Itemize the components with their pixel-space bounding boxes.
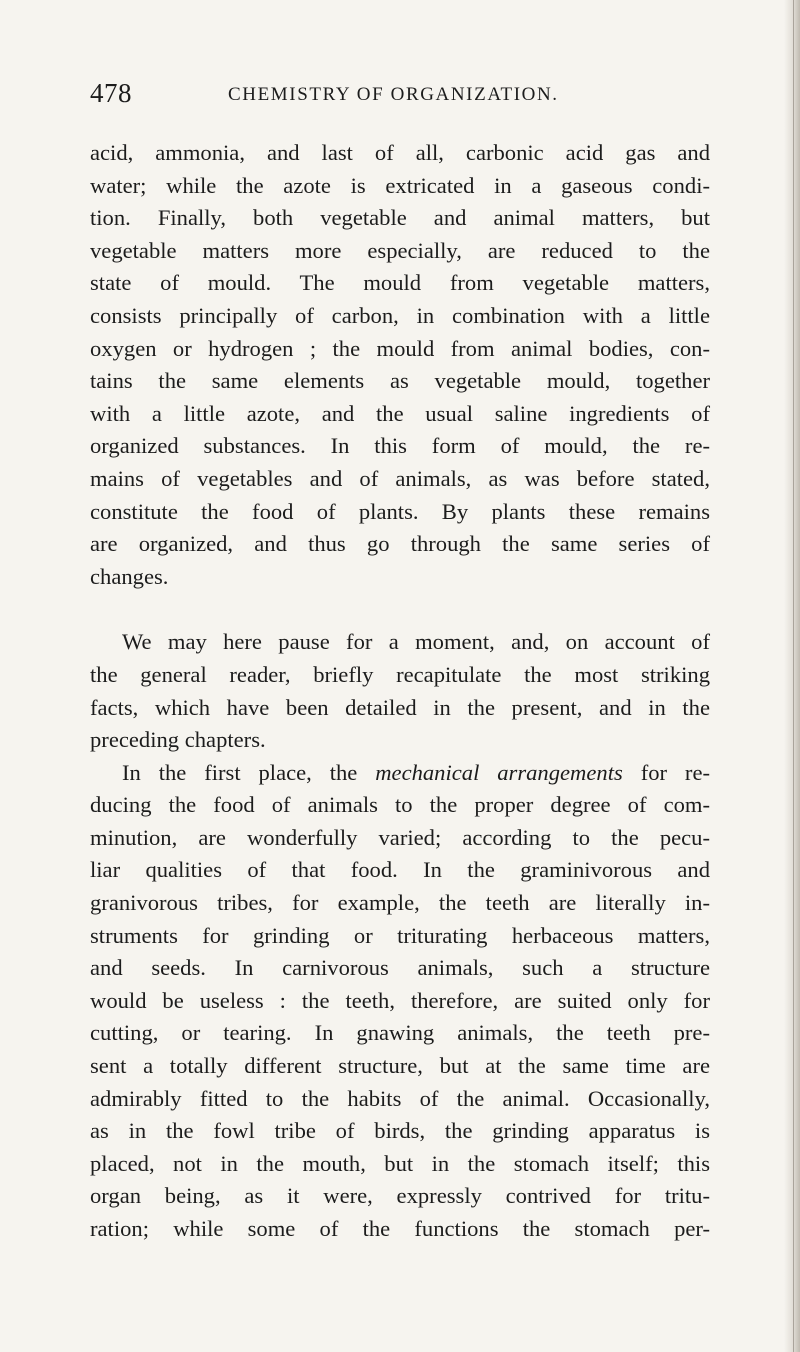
text-line: water; while the azote is extricated in a gaseous condi- xyxy=(90,172,710,198)
text-line: We may here pause for a moment, and, on account of xyxy=(122,629,710,655)
text-line: oxygen or hydrogen ; the mould from animal bodies, con- xyxy=(90,335,710,361)
text-line: liar qualities of that food. In the graminivorous and xyxy=(90,857,710,883)
text-line: organ being, as it were, expressly contrived for tritu- xyxy=(90,1183,710,1209)
text-line: facts, which have been detailed in the present, and in the xyxy=(90,694,710,720)
page-header xyxy=(90,78,710,118)
text-line: minution, are wonderfully varied; according to the pecu- xyxy=(90,824,710,850)
text-line: acid, ammonia, and last of all, carbonic acid gas and xyxy=(90,140,710,165)
page-edge-shadow xyxy=(784,0,800,1352)
text-line: struments for grinding or triturating herbaceous matters, xyxy=(90,922,710,948)
text-line: granivorous tribes, for example, the teeth are literally in- xyxy=(90,890,710,916)
text-line: placed, not in the mouth, but in the stomach itself; this xyxy=(90,1150,710,1176)
paragraph-3 xyxy=(90,757,710,1246)
italic-phrase: mechanical arrangements xyxy=(375,759,623,785)
text-line: organized substances. In this form of mould, the re- xyxy=(90,433,710,459)
text-line: changes. xyxy=(90,563,169,589)
text-line: preceding chapters. xyxy=(90,727,266,753)
paragraph-gap xyxy=(90,593,710,626)
text-line: and seeds. In carnivorous animals, such a structure xyxy=(90,955,710,981)
body-text xyxy=(90,137,710,1246)
text-line: the general reader, briefly recapitulate the most striking xyxy=(90,661,710,687)
text-line: mains of vegetables and of animals, as was before stated, xyxy=(90,465,710,491)
text-line: vegetable matters more especially, are reduced to the xyxy=(90,237,710,263)
text-line: ducing the food of animals to the proper degree of com- xyxy=(90,792,710,818)
text-line-with-emphasis xyxy=(90,757,710,790)
text-line: tion. Finally, both vegetable and animal matters, but xyxy=(90,205,710,231)
text-line: would be useless : the teeth, therefore, are suited only for xyxy=(90,987,710,1013)
text-line: consists principally of carbon, in combination with a little xyxy=(90,302,710,328)
text-fragment: In the first place, the xyxy=(122,759,358,785)
text-line: admirably fitted to the habits of the animal. Occasionally, xyxy=(90,1085,710,1111)
text-line: sent a totally different structure, but at the same time are xyxy=(90,1053,710,1079)
text-fragment: for re- xyxy=(640,759,711,785)
paragraph-1 xyxy=(90,137,710,593)
running-head: CHEMISTRY OF ORGANIZATION. xyxy=(228,84,559,105)
page-number: 478 xyxy=(90,78,132,108)
text-line: tains the same elements as vegetable mould, together xyxy=(90,368,710,394)
paragraph-2 xyxy=(90,626,710,756)
text-line: constitute the food of plants. By plants these remains xyxy=(90,498,710,524)
text-line: ration; while some of the functions the stomach per- xyxy=(90,1216,710,1241)
text-line: are organized, and thus go through the same series of xyxy=(90,531,710,557)
text-line: cutting, or tearing. In gnawing animals, the teeth pre- xyxy=(90,1020,710,1046)
text-line: state of mould. The mould from vegetable matters, xyxy=(90,270,710,296)
page-edge-line xyxy=(793,0,794,1352)
text-line: as in the fowl tribe of birds, the grinding apparatus is xyxy=(90,1118,710,1144)
text-line: with a little azote, and the usual saline ingredients of xyxy=(90,400,710,426)
